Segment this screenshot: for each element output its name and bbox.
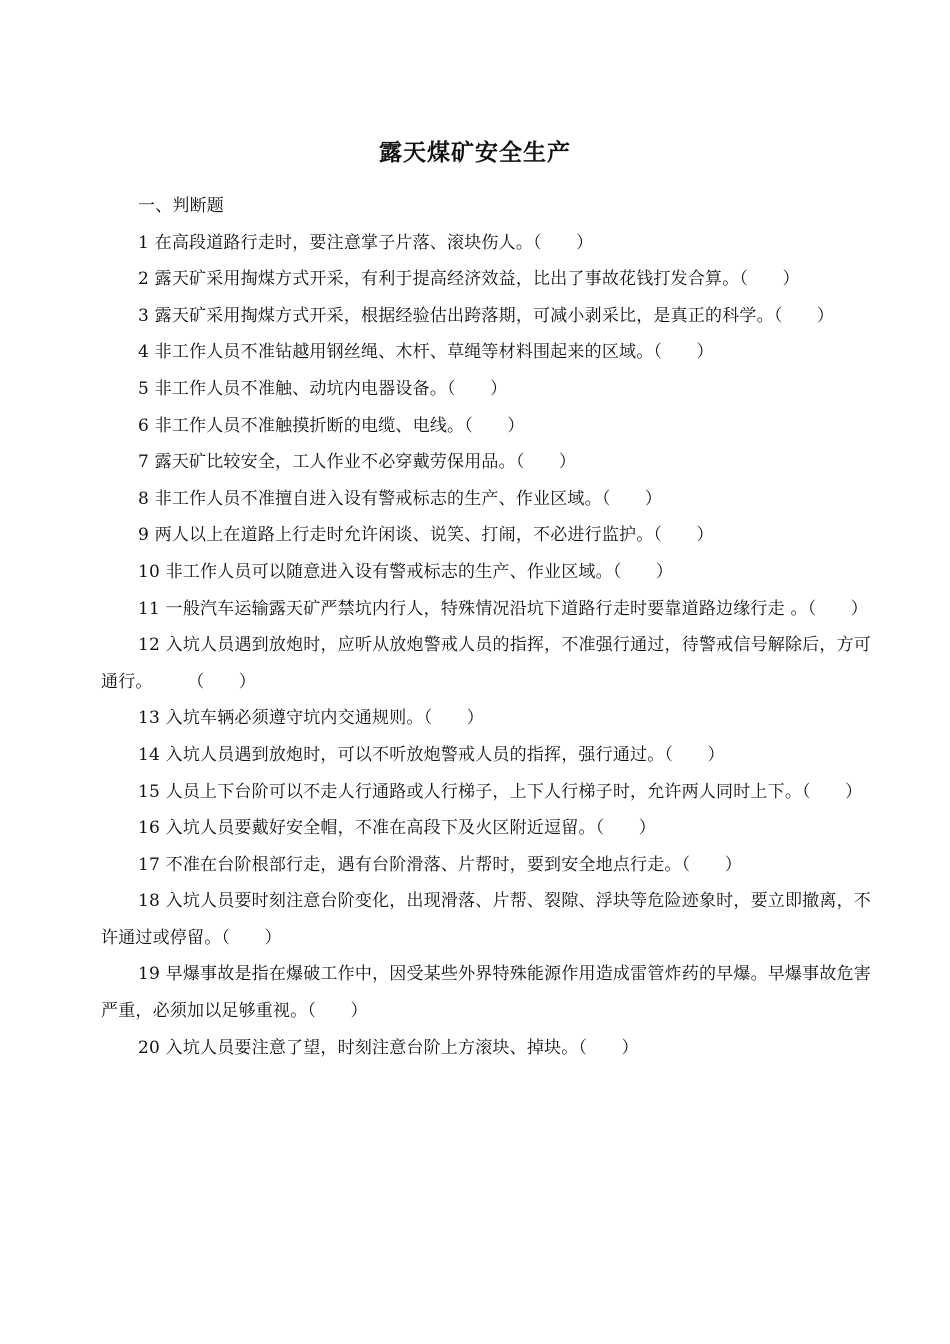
question-item: 7 露天矿比较安全，工人作业不必穿戴劳保用品。（ ） bbox=[138, 452, 577, 473]
question-item: 3 露天矿采用掏煤方式开采，根据经验估出跨落期，可减小剥采比，是真正的科学。（ ） bbox=[138, 305, 835, 326]
question-item: 8 非工作人员不准擅自进入设有警戒标志的生产、作业区域。（ ） bbox=[138, 488, 663, 509]
question-item: 19 早爆事故是指在爆破工作中，因受某些外界特殊能源作用造成雷管炸药的早爆。早爆事故危害严重，必须加以足够重视。（ ） bbox=[101, 964, 871, 1022]
document-body bbox=[101, 188, 871, 1066]
question-item: 10 非工作人员可以随意进入设有警戒标志的生产、作业区域。（ ） bbox=[138, 561, 674, 582]
question-item: 13 入坑车辆必须遵守坑内交通规则。（ ） bbox=[138, 708, 484, 729]
question-item: 9 两人以上在道路上行走时允许闲谈、说笑、打闹，不必进行监护。（ ） bbox=[138, 525, 714, 546]
question-item: 15 人员上下台阶可以不走人行通路或人行梯子，上下人行梯子时，允许两人同时上下。（ ） bbox=[138, 781, 863, 802]
question-item: 20 入坑人员要注意了望，时刻注意台阶上方滚块、掉块。（ ） bbox=[138, 1037, 639, 1058]
question-item: 17 不准在台阶根部行走，遇有台阶滑落、片帮时，要到安全地点行走。（ ） bbox=[138, 854, 742, 875]
question-item: 12 入坑人员遇到放炮时，应听从放炮警戒人员的指挥，不准强行通过，待警戒信号解除后，方可通行。 （ ） bbox=[101, 635, 871, 692]
question-item: 5 非工作人员不准触、动坑内电器设备。（ ） bbox=[138, 378, 508, 399]
question-item: 1 在高段道路行走时，要注意掌子片落、滚块伤人。（ ） bbox=[138, 232, 594, 253]
question-item: 2 露天矿采用掏煤方式开采，有利于提高经济效益，比出了事故花钱打发合算。（ ） bbox=[138, 269, 800, 290]
question-item: 4 非工作人员不准钻越用钢丝绳、木杆、草绳等材料围起来的区域。（ ） bbox=[138, 342, 714, 363]
question-item: 11 一般汽车运输露天矿严禁坑内行人，特殊情况沿坑下道路行走时要靠道路边缘行走 。（ ） bbox=[138, 598, 868, 619]
question-item: 18 入坑人员要时刻注意台阶变化，出现滑落、片帮、裂隙、浮块等危险迹象时，要立即撤离，不许通过或停留。（ ） bbox=[101, 891, 871, 948]
question-item: 6 非工作人员不准触摸折断的电缆、电线。（ ） bbox=[138, 415, 525, 436]
section-heading: 一、判断题 bbox=[138, 196, 224, 216]
question-item: 14 入坑人员遇到放炮时，可以不听放炮警戒人员的指挥，强行通过。（ ） bbox=[138, 744, 725, 765]
question-item: 16 入坑人员要戴好安全帽，不准在高段下及火区附近逗留。（ ） bbox=[138, 818, 656, 839]
document-title: 露天煤矿安全生产 bbox=[379, 140, 571, 166]
